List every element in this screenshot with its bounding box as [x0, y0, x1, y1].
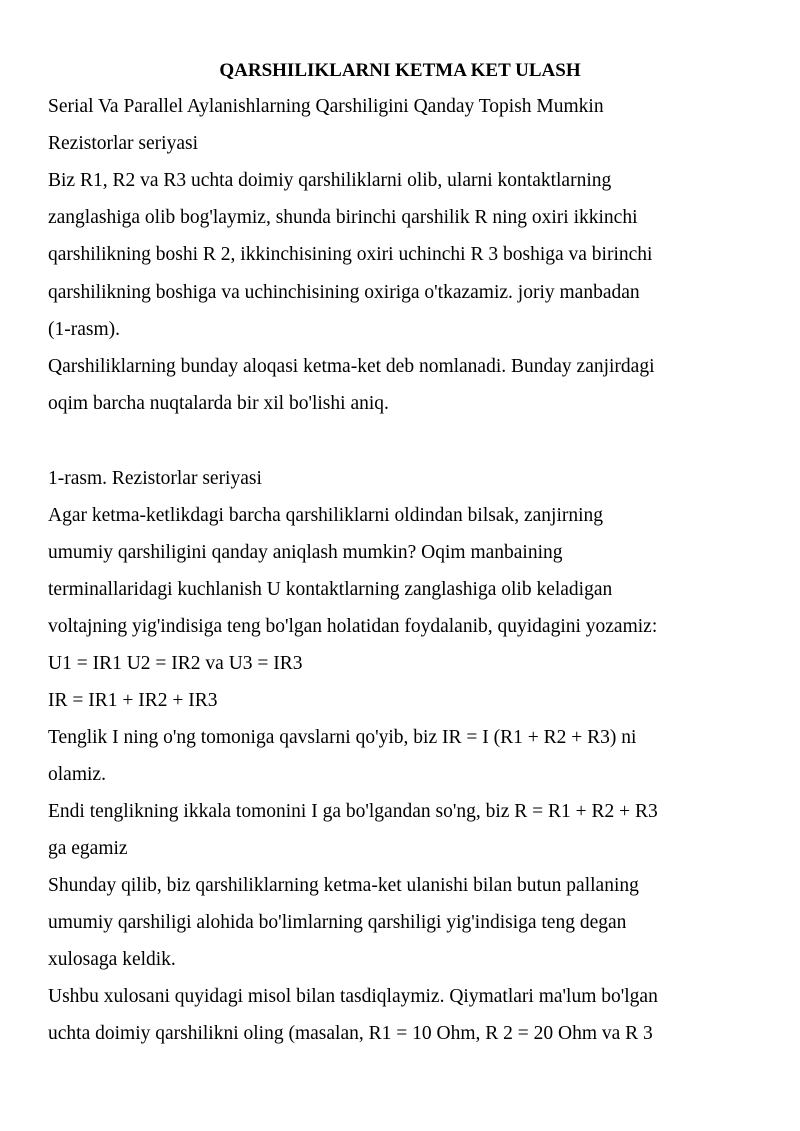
text-line: umumiy qarshiligini qanday aniqlash mumkin? Oqim manbaining	[48, 542, 563, 563]
formula-line: U1 = IR1 U2 = IR2 va U3 = IR3	[48, 653, 303, 674]
text-line: qarshilikning boshiga va uchinchisining oxiriga o'tkazamiz. joriy manbadan	[48, 282, 640, 303]
text-line: zanglashiga olib bog'laymiz, shunda birinchi qarshilik R ning oxiri ikkinchi	[48, 207, 638, 228]
text-line: olamiz.	[48, 764, 106, 785]
text-line: xulosaga keldik.	[48, 949, 176, 970]
text-line: qarshilikning boshi R 2, ikkinchisining oxiri uchinchi R 3 boshiga va birinchi	[48, 244, 653, 265]
text-line: umumiy qarshiligi alohida bo'limlarning qarshiligi yig'indisiga teng degan	[48, 912, 627, 933]
text-line: Endi tenglikning ikkala tomonini I ga bo'lgandan so'ng, biz R = R1 + R2 + R3	[48, 801, 658, 822]
text-line: Biz R1, R2 va R3 uchta doimiy qarshiliklarni olib, ularni kontaktlarning	[48, 170, 612, 191]
text-line: voltajning yig'indisiga teng bo'lgan holatidan foydalanib, quyidagini yozamiz:	[48, 616, 658, 637]
text-line: uchta doimiy qarshilikni oling (masalan, R1 = 10 Ohm, R 2 = 20 Ohm va R 3	[48, 1023, 653, 1044]
text-line: Shunday qilib, biz qarshiliklarning ketma-ket ulanishi bilan butun pallaning	[48, 875, 639, 896]
text-line: Tenglik I ning o'ng tomoniga qavslarni qo'yib, biz IR = I (R1 + R2 + R3) ni	[48, 727, 637, 748]
text-line: oqim barcha nuqtalarda bir xil bo'lishi aniq.	[48, 393, 389, 414]
text-line: Ushbu xulosani quyidagi misol bilan tasdiqlaymiz. Qiymatlari ma'lum bo'lgan	[48, 986, 658, 1007]
text-line: Serial Va Parallel Aylanishlarning Qarshiligini Qanday Topish Mumkin	[48, 96, 604, 117]
text-line: ga egamiz	[48, 838, 128, 859]
formula-line: IR = IR1 + IR2 + IR3	[48, 690, 218, 711]
text-line: Qarshiliklarning bunday aloqasi ketma-ket deb nomlanadi. Bunday zanjirdagi	[48, 356, 655, 377]
text-line: (1-rasm).	[48, 319, 121, 340]
text-line: Agar ketma-ketlikdagi barcha qarshiliklarni oldindan bilsak, zanjirning	[48, 505, 604, 526]
document-title: QARSHILIKLARNI KETMA KET ULASH	[219, 60, 581, 81]
text-line: terminallaridagi kuchlanish U kontaktlarning zanglashiga olib keladigan	[48, 579, 613, 600]
text-line: Rezistorlar seriyasi	[48, 133, 198, 154]
figure-caption: 1-rasm. Rezistorlar seriyasi	[48, 468, 262, 489]
